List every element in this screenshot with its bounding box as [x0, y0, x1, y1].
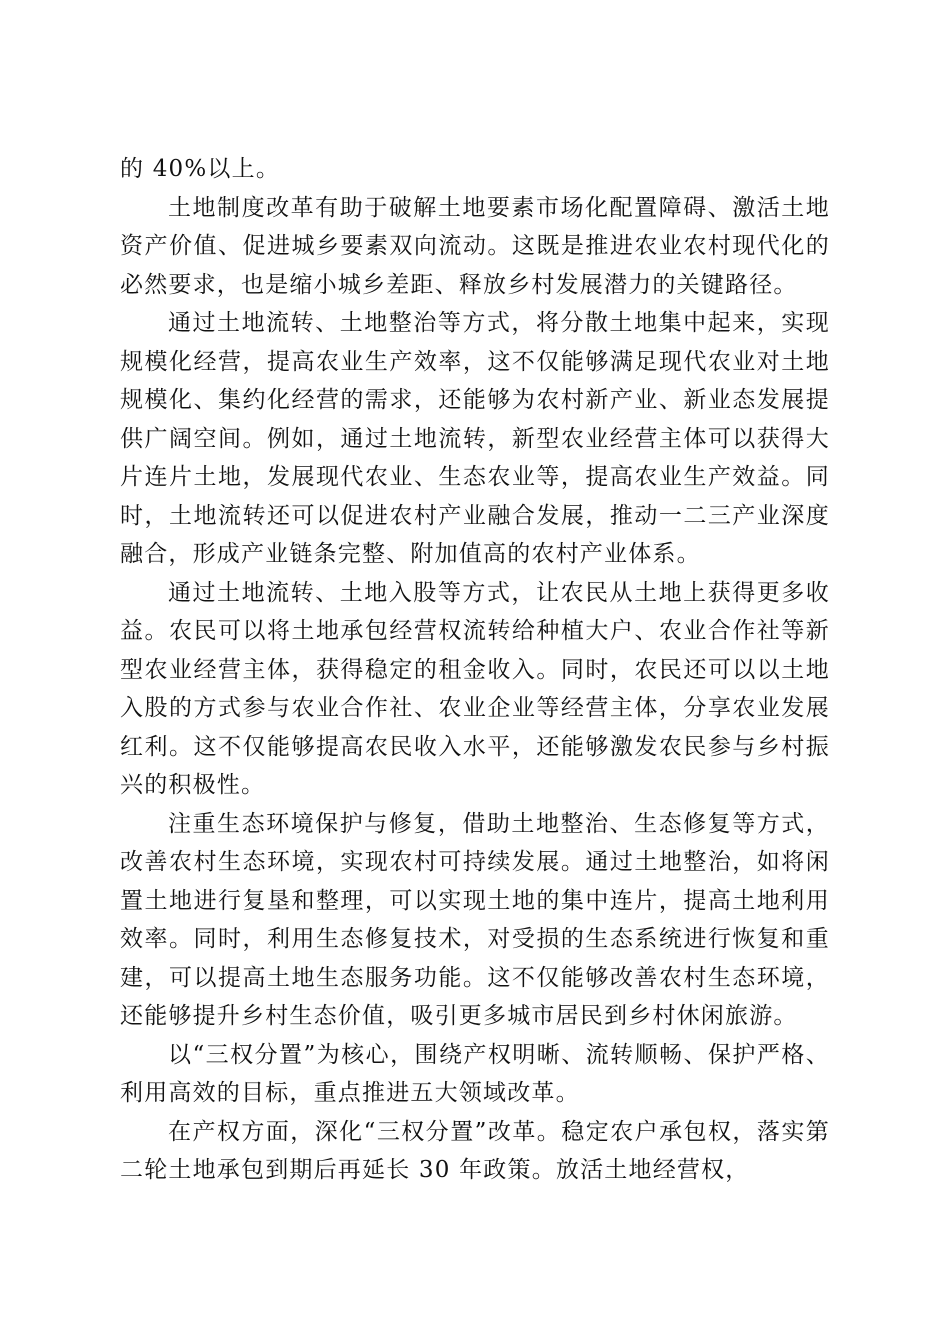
paragraph-land-reform-significance: 土地制度改革有助于破解土地要素市场化配置障碍、激活土地资产价值、促进城乡要素双向流动。这既是推进农业农村现代化的必然要求，也是缩小城乡差距、释放乡村发展潜力的关键路径。 [120, 194, 830, 298]
paragraph-scale-operation: 通过土地流转、土地整治等方式，将分散土地集中起来，实现规模化经营，提高农业生产效率，这不仅能够满足现代农业对土地规模化、集约化经营的需求，还能够为农村新产业、新业态发展提供广阔空间。例如，通过土地流转，新型农业经营主体可以获得大片连片土地，发展现代农业、生态农业等，提高农业生产效益。同时，土地流转还可以促进农村产业融合发展，推动一二三产业深度融合，形成产业链条完整、附加值高的农村产业体系。 [120, 310, 830, 567]
paragraph-ecology: 注重生态环境保护与修复，借助土地整治、生态修复等方式，改善农村生态环境，实现农村可持续发展。通过土地整治，如将闲置土地进行复垦和整理，可以实现土地的集中连片，提高土地利用效率。同时，利用生态修复技术，对受损的生态系统进行恢复和重建，可以提高土地生态服务功能。这不仅能够改善农村生态环境，还能够提升乡村生态价值，吸引更多城市居民到乡村休闲旅游。 [120, 810, 830, 1029]
paragraph-three-rights-core: 以“三权分置”为核心，围绕产权明晰、流转顺畅、保护严格、利用高效的目标，重点推进五大领域改革。 [120, 1041, 830, 1106]
paragraph-farmer-income: 通过土地流转、土地入股等方式，让农民从土地上获得更多收益。农民可以将土地承包经营权流转给种植大户、农业合作社等新型农业经营主体，获得稳定的租金收入。同时，农民还可以以土地入股的方式参与农业合作社、农业企业等经营主体，分享农业发展红利。这不仅能够提高农民收入水平，还能够激发农民参与乡村振兴的积极性。 [120, 579, 830, 798]
paragraph-continuation: 的 40%以上。 [120, 156, 281, 182]
paragraph-property-rights: 在产权方面，深化“三权分置”改革。稳定农户承包权，落实第二轮土地承包到期后再延长 30 年政策。放活土地经营权， [120, 1118, 830, 1183]
document-body [120, 150, 830, 1190]
